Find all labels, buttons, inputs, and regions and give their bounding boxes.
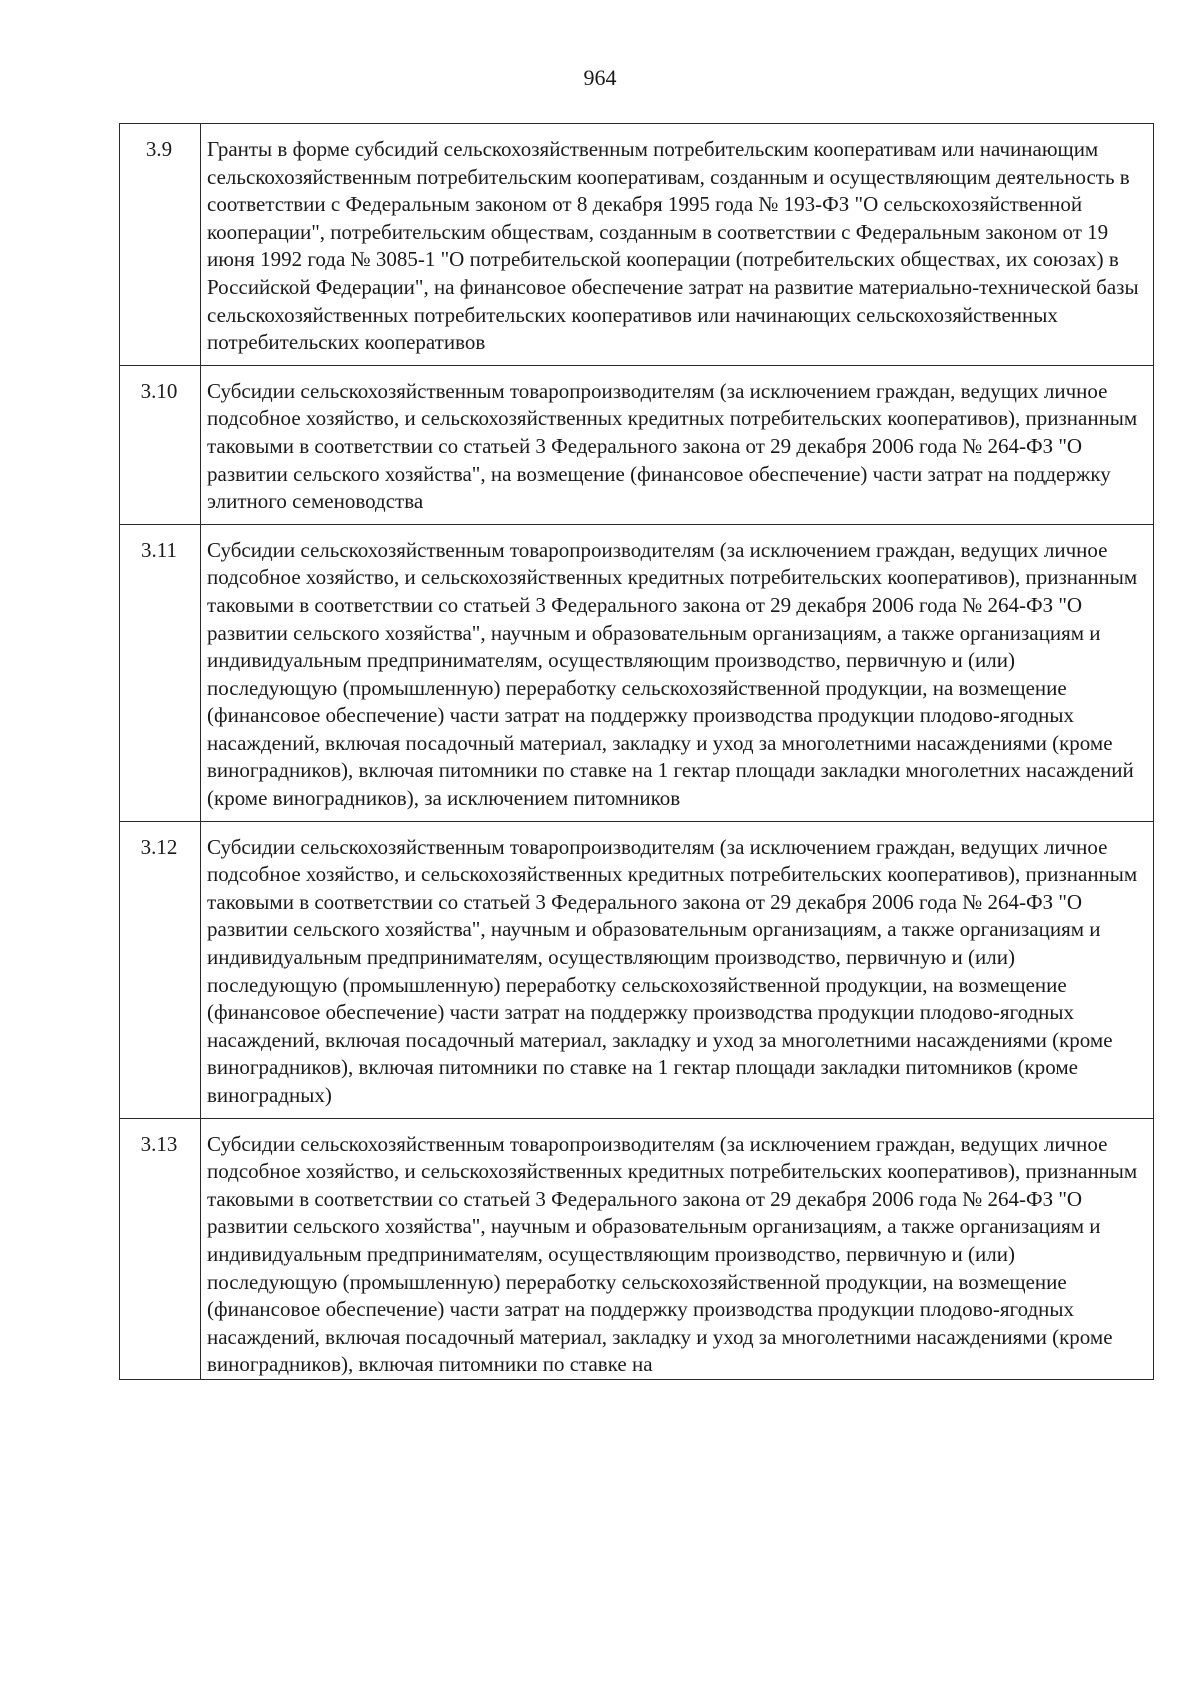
table-row <box>120 124 1154 366</box>
table-row <box>120 365 1154 524</box>
table-row <box>120 821 1154 1118</box>
row-description: Субсидии сельскохозяйственным товаропроизводителям (за исключением граждан, ведущих личное подсобное хозяйство, и сельскохозяйственных кредитных потребительских кооперативов), признанным таковыми в соответствии со статьей 3 Федерального закона от 29 декабря 2006 года № 264-ФЗ "О развитии сельского хозяйства", на возмещение (финансовое обеспечение) части затрат на поддержку элитного семеноводства <box>201 365 1154 524</box>
row-number: 3.10 <box>120 365 201 524</box>
row-number: 3.11 <box>120 524 201 821</box>
row-description: Гранты в форме субсидий сельскохозяйственным потребительским кооперативам или начинающим сельскохозяйственным потребительским кооперативам, созданным и осуществляющим деятельность в соответствии с Федеральным законом от 8 декабря 1995 года № 193-ФЗ "О сельскохозяйственной кооперации", потребительским обществам, созданным в соответствии с Федеральным законом от 19 июня 1992 года № 3085-1 "О потребительской кооперации (потребительских обществах, их союзах) в Российской Федерации", на финансовое обеспечение затрат на развитие материально-технической базы сельскохозяйственных потребительских кооперативов или начинающих сельскохозяйственных потребительских кооперативов <box>201 124 1154 366</box>
row-description: Субсидии сельскохозяйственным товаропроизводителям (за исключением граждан, ведущих личное подсобное хозяйство, и сельскохозяйственных кредитных потребительских кооперативов), признанным таковыми в соответствии со статьей 3 Федерального закона от 29 декабря 2006 года № 264-ФЗ "О развитии сельского хозяйства", научным и образовательным организациям, а также организациям и индивидуальным предпринимателям, осуществляющим производство, первичную и (или) последующую (промышленную) переработку сельскохозяйственной продукции, на возмещение (финансовое обеспечение) части затрат на поддержку производства продукции плодово-ягодных насаждений, включая посадочный материал, закладку и уход за многолетними насаждениями (кроме виноградников), включая питомники по ставке на 1 гектар площади закладки многолетних насаждений (кроме виноградников), за исключением питомников <box>201 524 1154 821</box>
row-number: 3.12 <box>120 821 201 1118</box>
row-description: Субсидии сельскохозяйственным товаропроизводителям (за исключением граждан, ведущих личное подсобное хозяйство, и сельскохозяйственных кредитных потребительских кооперативов), признанным таковыми в соответствии со статьей 3 Федерального закона от 29 декабря 2006 года № 264-ФЗ "О развитии сельского хозяйства", научным и образовательным организациям, а также организациям и индивидуальным предпринимателям, осуществляющим производство, первичную и (или) последующую (промышленную) переработку сельскохозяйственной продукции, на возмещение (финансовое обеспечение) части затрат на поддержку производства продукции плодово-ягодных насаждений, включая посадочный материал, закладку и уход за многолетними насаждениями (кроме виноградников), включая питомники по ставке на 1 гектар площади закладки питомников (кроме виноградных) <box>201 821 1154 1118</box>
row-number: 3.9 <box>120 124 201 366</box>
table-row <box>120 524 1154 821</box>
page-number: 964 <box>583 65 617 90</box>
row-description: Субсидии сельскохозяйственным товаропроизводителям (за исключением граждан, ведущих личное подсобное хозяйство, и сельскохозяйственных кредитных потребительских кооперативов), признанным таковыми в соответствии со статьей 3 Федерального закона от 29 декабря 2006 года № 264-ФЗ "О развитии сельского хозяйства", научным и образовательным организациям, а также организациям и индивидуальным предпринимателям, осуществляющим производство, первичную и (или) последующую (промышленную) переработку сельскохозяйственной продукции, на возмещение (финансовое обеспечение) части затрат на поддержку производства продукции плодово-ягодных насаждений, включая посадочный материал, закладку и уход за многолетними насаждениями (кроме виноградников), включая питомники по ставке на <box>201 1118 1154 1379</box>
table-row <box>120 1118 1154 1379</box>
subsidies-table <box>119 123 1154 1380</box>
row-number: 3.13 <box>120 1118 201 1379</box>
